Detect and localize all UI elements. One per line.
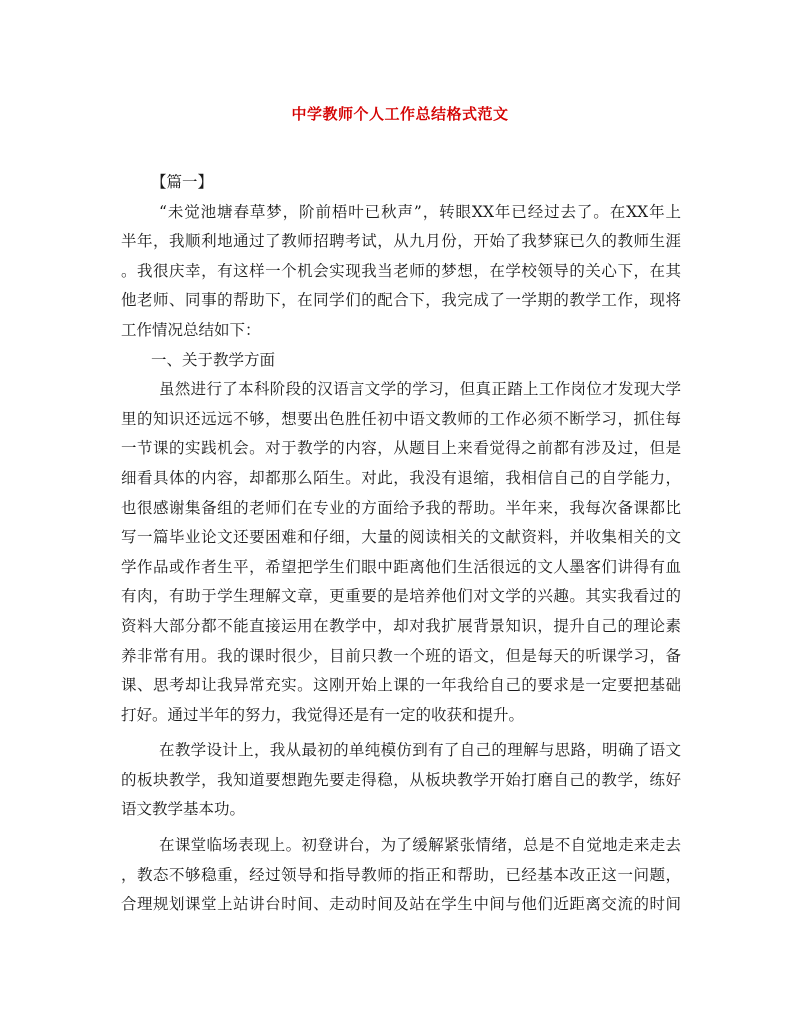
paragraph-line: ，教态不够稳重，经过领导和指导教师的指正和帮助，已经基本改正这一问题， <box>121 865 681 884</box>
document-body <box>121 168 681 920</box>
paragraph-line: 在教学设计上，我从最初的单纯模仿到有了自己的理解与思路，明确了语文 <box>159 741 681 760</box>
paragraph-line: 语文教学基本功。 <box>121 800 246 819</box>
page-title: 中学教师个人工作总结格式范文 <box>291 105 509 123</box>
paragraph-line: 里的知识还远远不够，想要出色胜任初中语文教师的工作必须不断学习，抓住每 <box>121 409 681 428</box>
paragraph-line: 。我很庆幸，有这样一个机会实现我当老师的梦想，在学校领导的关心下，在其 <box>121 261 681 280</box>
paragraph-line: 工作情况总结如下： <box>121 320 261 339</box>
section-label: 【篇一】 <box>151 173 214 191</box>
paragraph-line: 合理规划课堂上站讲台时间、走动时间及站在学生中间与他们近距离交流的时间 <box>121 895 681 914</box>
paragraph-line: 养非常有用。我的课时很少，目前只教一个班的语文，但是每天的听课学习，备 <box>121 646 681 665</box>
paragraph-line: 在课堂临场表现上。初登讲台，为了缓解紧张情绪，总是不自觉地走来走去 <box>159 836 681 855</box>
paragraph-line: “未觉池塘春草梦，阶前梧叶已秋声”，转眼XX年已经过去了。在XX年上 <box>159 202 681 221</box>
paragraph-line: 课、思考却让我异常充实。这刚开始上课的一年我给自己的要求是一定要把基础 <box>121 676 681 695</box>
paragraph-line: 一节课的实践机会。对于教学的内容，从题目上来看觉得之前都有涉及过，但是 <box>121 439 681 458</box>
paragraph-line: 资料大部分都不能直接运用在教学中，却对我扩展背景知识，提升自己的理论素 <box>121 616 681 635</box>
paragraph-line: 学作品或作者生平，希望把学生们眼中距离他们生活很远的文人墨客们讲得有血 <box>121 557 681 576</box>
paragraph-line: 写一篇毕业论文还要困难和仔细，大量的阅读相关的文献资料，并收集相关的文 <box>121 528 681 547</box>
paragraph-line: 也很感谢集备组的老师们在专业的方面给予我的帮助。半年来，我每次备课都比 <box>121 498 681 517</box>
paragraph-line: 半年，我顺利地通过了教师招聘考试，从九月份，开始了我梦寐已久的教师生涯 <box>121 232 681 251</box>
paragraph-line: 细看具体的内容，却都那么陌生。对此，我没有退缩，我相信自己的自学能力， <box>121 468 681 487</box>
paragraph-line: 有肉，有助于学生理解文章，更重要的是培养他们对文学的兴趣。其实我看过的 <box>121 587 681 606</box>
section-heading: 一、关于教学方面 <box>151 350 276 369</box>
paragraph-line: 的板块教学，我知道要想跑先要走得稳，从板块教学开始打磨自己的教学，练好 <box>121 770 681 789</box>
paragraph-line: 他老师、同事的帮助下，在同学们的配合下，我完成了一学期的教学工作，现将 <box>121 291 681 310</box>
paragraph-line: 虽然进行了本科阶段的汉语言文学的学习，但真正踏上工作岗位才发现大学 <box>159 380 681 399</box>
paragraph-line: 打好。通过半年的努力，我觉得还是有一定的收获和提升。 <box>121 705 525 724</box>
